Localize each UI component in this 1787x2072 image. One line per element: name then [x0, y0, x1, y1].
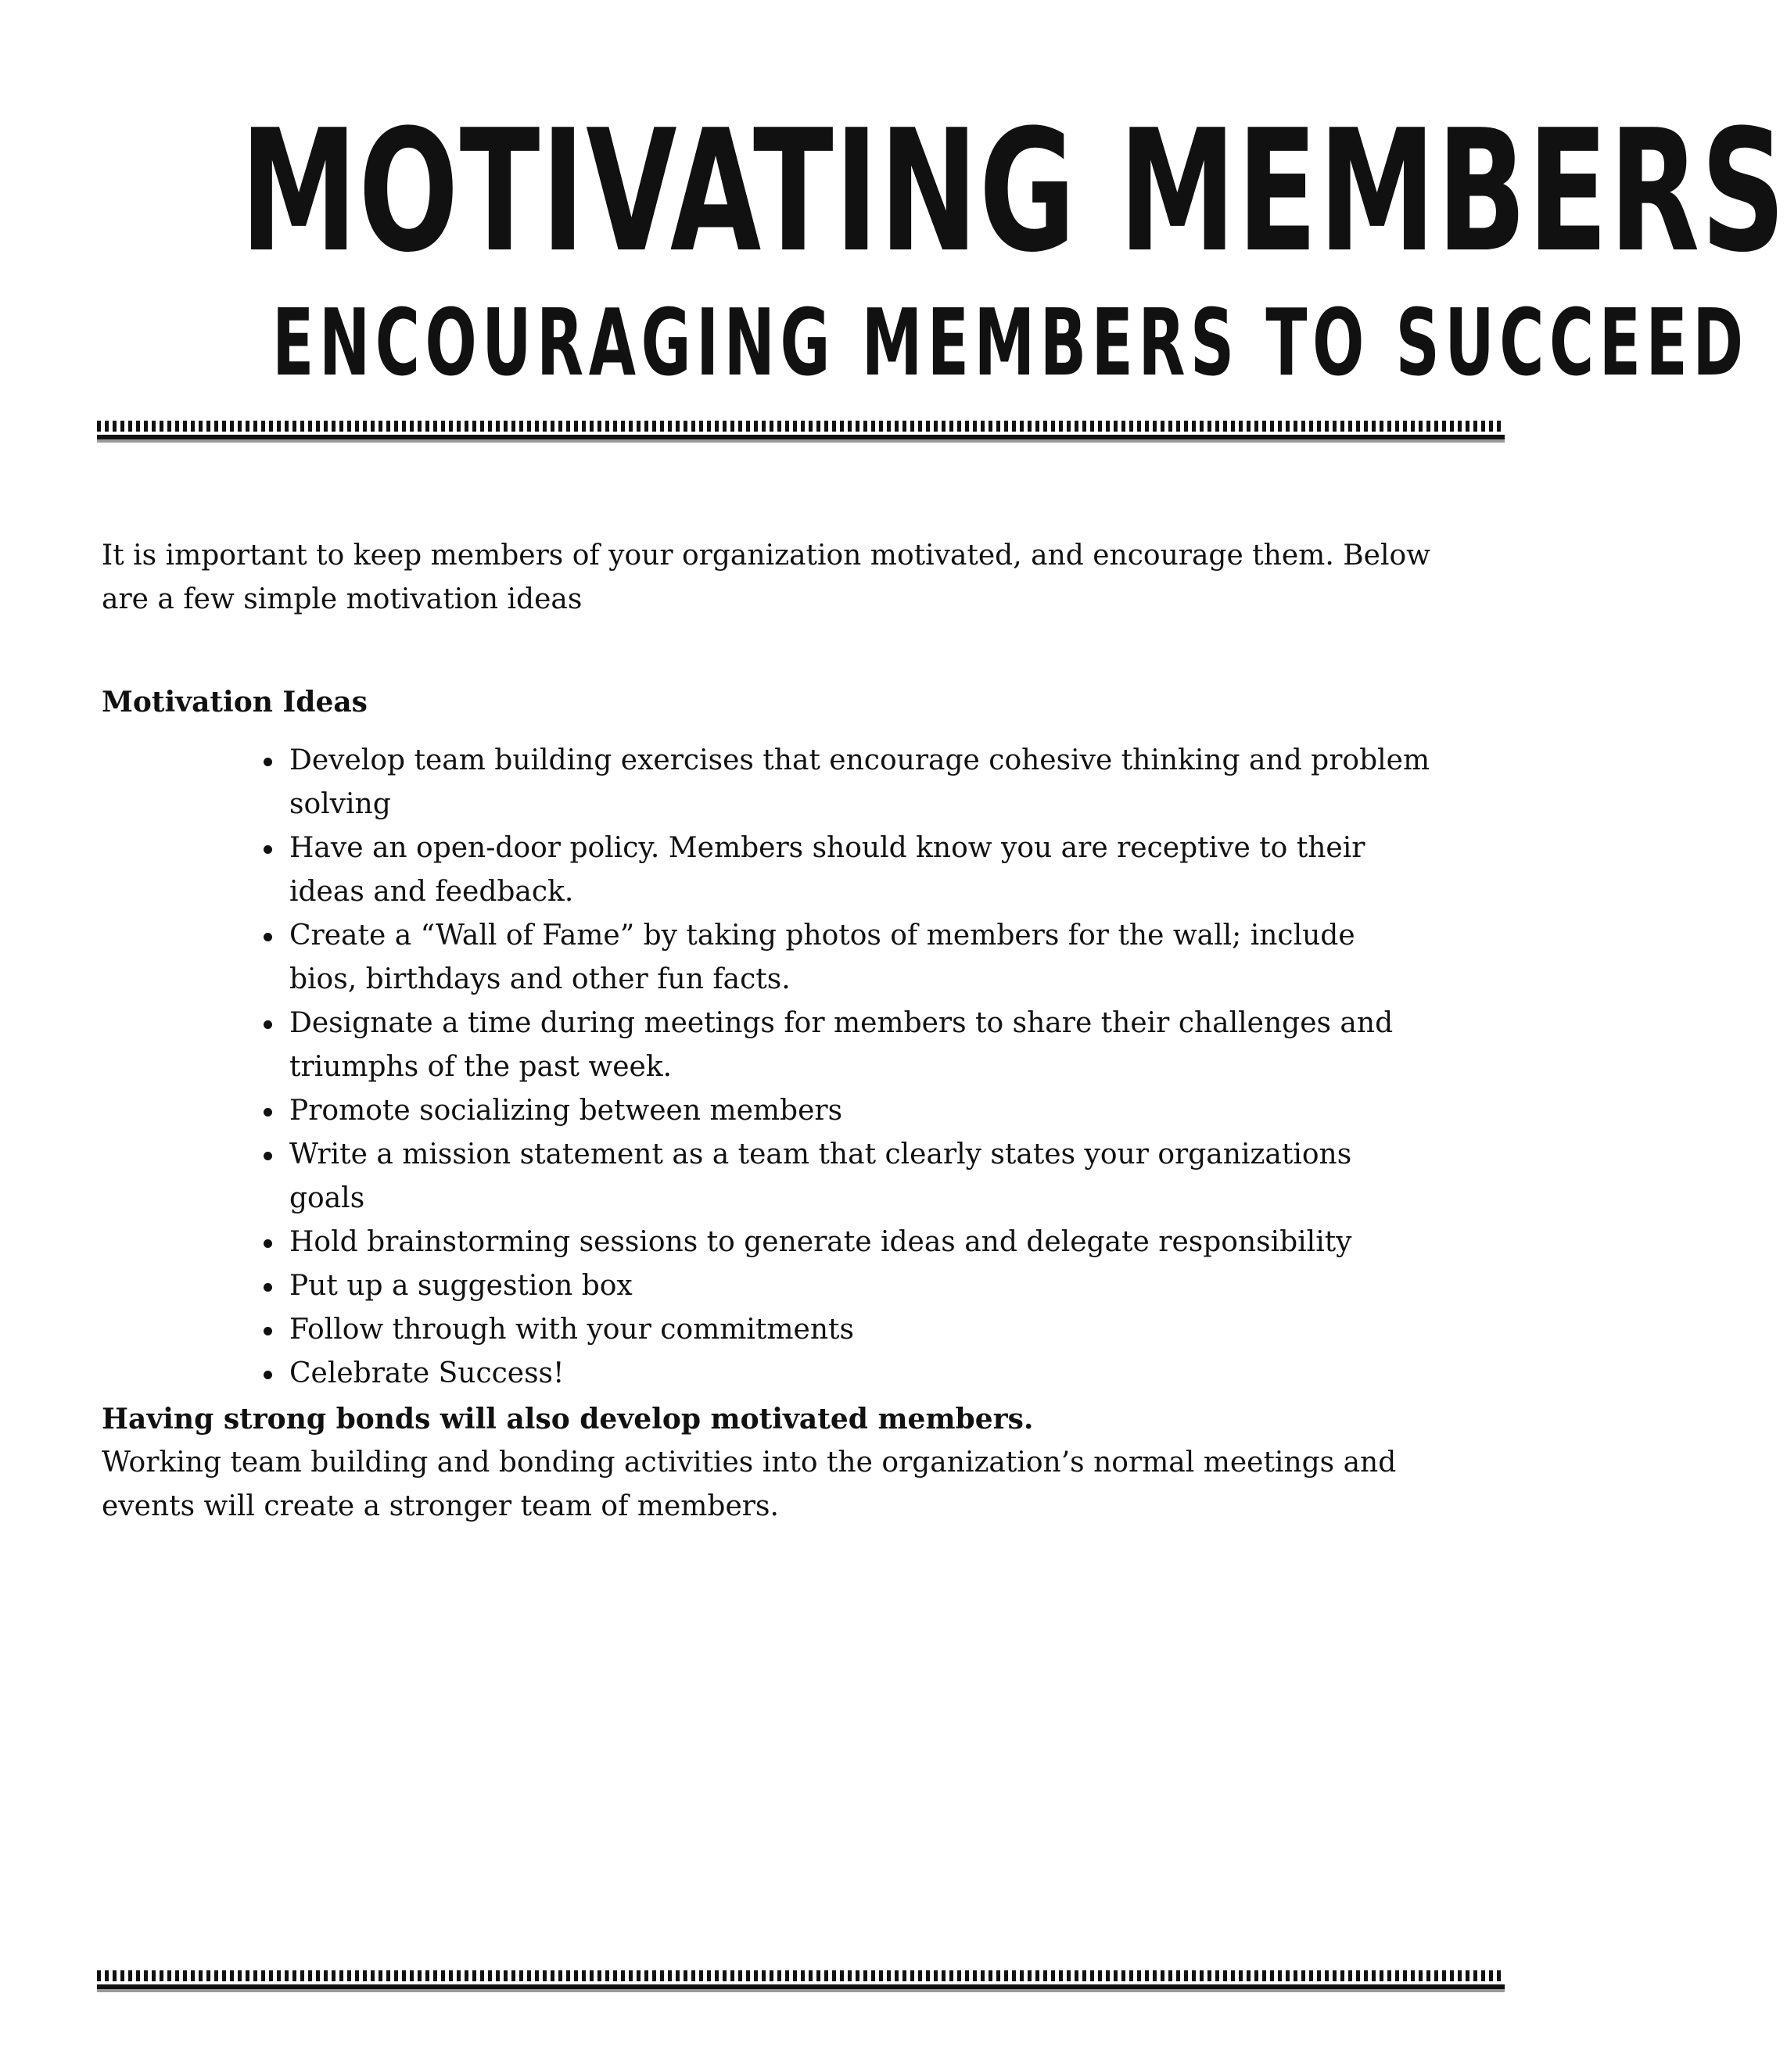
- bullet-icon: [264, 845, 272, 854]
- list-item-text: Celebrate Success!: [289, 1357, 565, 1389]
- motivation-ideas-heading: Motivation Ideas: [102, 686, 368, 719]
- bullet-icon: [264, 1371, 272, 1379]
- list-item-text: Follow through with your commitments: [289, 1314, 854, 1346]
- list-item-text: Develop team building exercises that encourage cohesive thinking and problem solving: [289, 744, 1430, 820]
- list-item-text: Hold brainstorming sessions to generate ideas and delegate responsibility: [289, 1226, 1352, 1258]
- bullet-icon: [264, 1152, 272, 1160]
- intro-paragraph: It is important to keep members of your organization motivated, and encourage them. Below are a few simple motivation ideas: [102, 540, 1430, 615]
- list-item-text: Have an open-door policy. Members should know you are receptive to their ideas and feedback.: [289, 832, 1365, 908]
- top-divider: [97, 421, 1505, 443]
- strong-bonds-paragraph: Working team building and bonding activities into the organization’s normal meetings and events will create a stronger team of members.: [102, 1446, 1397, 1522]
- list-item: [289, 1264, 1431, 1308]
- list-item: [289, 1002, 1431, 1089]
- bullet-icon: [264, 1327, 272, 1335]
- page-subtitle: ENCOURAGING MEMBERS TO SUCCEED: [272, 289, 1749, 396]
- bullet-icon: [264, 933, 272, 941]
- list-item-text: Designate a time during meetings for members to share their challenges and triumphs of the past week.: [289, 1007, 1394, 1083]
- list-item-text: Promote socializing between members: [289, 1095, 843, 1127]
- list-item: [289, 1308, 1431, 1352]
- bullet-icon: [264, 1239, 272, 1248]
- list-item-text: Create a “Wall of Fame” by taking photos of members for the wall; include bios, birthdays and other fun facts.: [289, 919, 1355, 995]
- bullet-icon: [264, 1020, 272, 1029]
- list-item: [289, 1133, 1431, 1221]
- list-item-text: Put up a suggestion box: [289, 1270, 633, 1302]
- bullet-icon: [264, 1283, 272, 1292]
- list-item-text: Write a mission statement as a team that clearly states your organizations goals: [289, 1138, 1352, 1214]
- list-item: [289, 1221, 1431, 1264]
- motivation-ideas-list: [289, 739, 1431, 1396]
- bullet-icon: [264, 758, 272, 766]
- bullet-icon: [264, 1108, 272, 1117]
- list-item: [289, 1089, 1431, 1133]
- list-item: [289, 1352, 1431, 1396]
- list-item: [289, 739, 1431, 826]
- strong-bonds-heading: Having strong bonds will also develop motivated members.: [102, 1403, 1034, 1436]
- list-item: [289, 826, 1431, 914]
- list-item: [289, 914, 1431, 1002]
- bottom-divider: [97, 1970, 1505, 1992]
- page-title: MOTIVATING MEMBERS: [240, 93, 1787, 289]
